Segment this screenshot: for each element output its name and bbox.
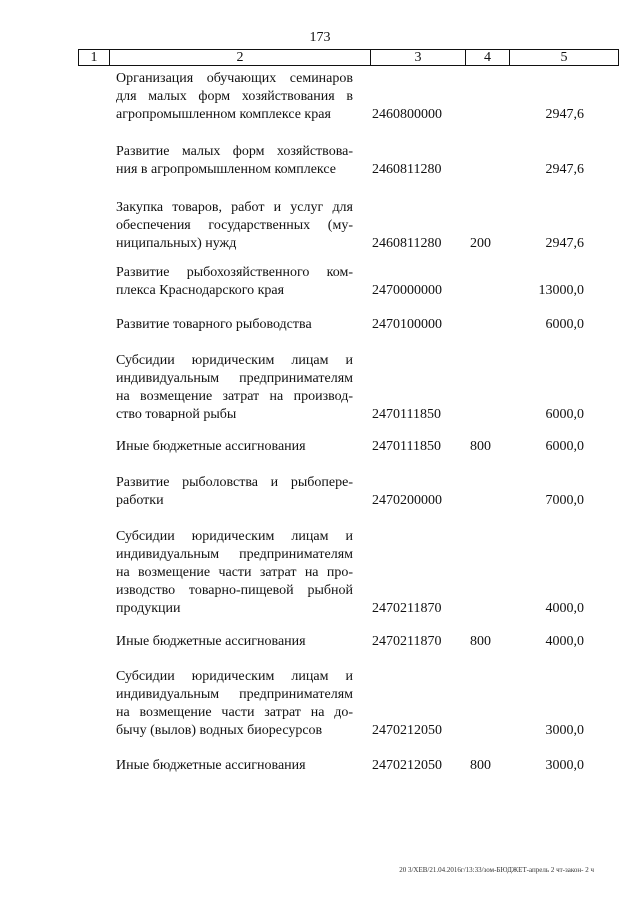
row-description-line: обеспечения государственных (му-: [116, 218, 353, 233]
row-code: 2460811280: [372, 162, 442, 177]
row-description-line: Иные бюджетные ассигнования: [116, 758, 306, 773]
row-description-line: Закупка товаров, работ и услуг для: [116, 200, 353, 215]
row-description: [116, 668, 353, 740]
row-description-line: на возмещение части затрат на про-: [116, 565, 353, 580]
column-header-2: 2: [110, 50, 371, 66]
row-amount: 4000,0: [545, 601, 584, 616]
page-number: 173: [309, 30, 331, 45]
row-description-line: Субсидии юридическим лицам и: [116, 669, 353, 684]
row-description-line: Иные бюджетные ассигнования: [116, 439, 306, 454]
footer-note: 20 3/ХЕВ/21.04.2016г/13:33/зом-БЮДЖЕТ-апрель 2 чт-закон- 2 ч: [399, 866, 594, 874]
column-header-5: 5: [510, 50, 619, 66]
row-description-line: плекса Краснодарского края: [116, 283, 285, 298]
row-expense-type: 200: [470, 236, 491, 251]
row-description-line: индивидуальным предпринимателям: [116, 687, 353, 702]
row-expense-type: 800: [470, 758, 491, 773]
row-description: [116, 757, 353, 775]
row-description: [116, 528, 353, 618]
column-header-3: 3: [371, 50, 466, 66]
row-description-line: индивидуальным предпринимателям: [116, 371, 353, 386]
row-code: 2470211870: [372, 634, 442, 649]
row-description-line: Иные бюджетные ассигнования: [116, 634, 306, 649]
row-code: 2470212050: [372, 758, 442, 773]
row-description: [116, 316, 353, 334]
row-description: [116, 438, 353, 456]
row-description-line: ния в агропромышленном комплексе: [116, 162, 336, 177]
row-description-line: Организация обучающих семинаров: [116, 71, 353, 86]
row-expense-type: 800: [470, 634, 491, 649]
row-description-line: ство товарной рыбы: [116, 407, 237, 422]
row-amount: 3000,0: [545, 723, 584, 738]
row-code: 2470100000: [372, 317, 442, 332]
row-description-line: Развитие товарного рыбоводства: [116, 317, 312, 332]
row-code: 2460811280: [372, 236, 442, 251]
column-header-row: [79, 50, 619, 66]
row-description-line: Субсидии юридическим лицам и: [116, 529, 353, 544]
row-description-line: агропромышленном комплексе края: [116, 107, 331, 122]
row-description-line: Развитие малых форм хозяйствова-: [116, 144, 353, 159]
row-description-line: для малых форм хозяйствования в: [116, 89, 353, 104]
row-description: [116, 70, 353, 124]
row-amount: 6000,0: [545, 439, 584, 454]
row-amount: 2947,6: [545, 236, 584, 251]
row-description-line: бычу (вылов) водных биоресурсов: [116, 723, 323, 738]
row-amount: 4000,0: [545, 634, 584, 649]
row-description: [116, 264, 353, 300]
column-header-table: [78, 49, 619, 66]
row-code: 2470200000: [372, 493, 442, 508]
row-code: 2470111850: [372, 439, 441, 454]
row-code: 2470212050: [372, 723, 442, 738]
row-description: [116, 199, 353, 253]
row-description-line: работки: [116, 493, 164, 508]
row-amount: 6000,0: [545, 317, 584, 332]
row-amount: 2947,6: [545, 107, 584, 122]
row-description-line: Развитие рыболовства и рыбопере-: [116, 475, 353, 490]
row-description-line: ниципальных) нужд: [116, 236, 237, 251]
row-code: 2470000000: [372, 283, 442, 298]
row-code: 2460800000: [372, 107, 442, 122]
row-description-line: продукции: [116, 601, 181, 616]
row-description-line: на возмещение части затрат на до-: [116, 705, 353, 720]
row-amount: 7000,0: [545, 493, 584, 508]
row-description: [116, 633, 353, 651]
row-description-line: изводство товарно-пищевой рыбной: [116, 583, 353, 598]
row-description: [116, 143, 353, 179]
row-description-line: Развитие рыбохозяйственного ком-: [116, 265, 353, 280]
row-amount: 13000,0: [538, 283, 584, 298]
column-header-4: 4: [466, 50, 510, 66]
row-description: [116, 474, 353, 510]
row-description-line: индивидуальным предпринимателям: [116, 547, 353, 562]
column-header-1: 1: [79, 50, 110, 66]
row-code: 2470111850: [372, 407, 441, 422]
row-description-line: Субсидии юридическим лицам и: [116, 353, 353, 368]
row-code: 2470211870: [372, 601, 442, 616]
row-description-line: на возмещение затрат на производ-: [116, 389, 353, 404]
row-expense-type: 800: [470, 439, 491, 454]
row-amount: 2947,6: [545, 162, 584, 177]
row-amount: 3000,0: [545, 758, 584, 773]
row-description: [116, 352, 353, 424]
row-amount: 6000,0: [545, 407, 584, 422]
